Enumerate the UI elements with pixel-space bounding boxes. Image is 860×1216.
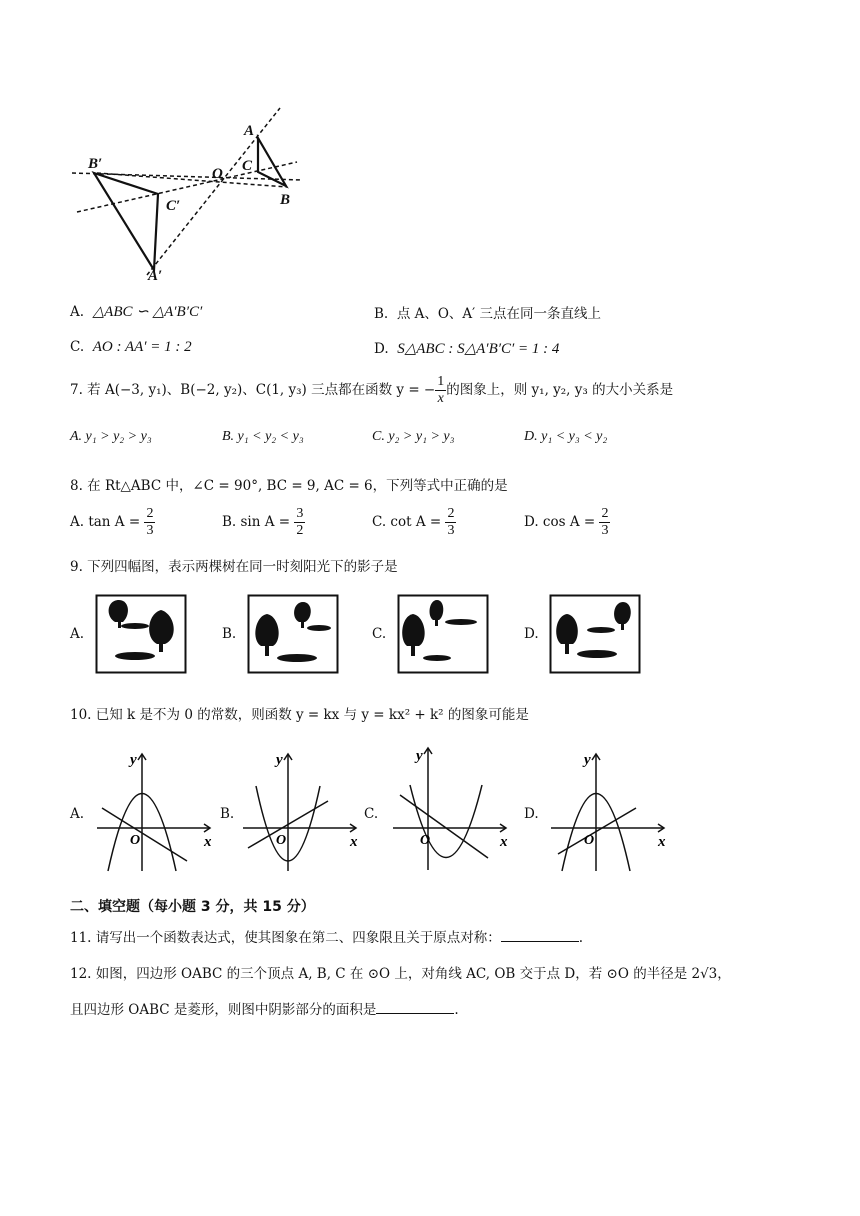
q12-blank[interactable] — [376, 1001, 454, 1014]
q10-letter-d: D. — [524, 806, 539, 822]
label-A-prime: A′ — [148, 268, 163, 284]
q10-graph-d — [546, 746, 671, 876]
q9-letter-d: D. — [524, 626, 539, 642]
q6-option-b: B. 点 A、O、A′ 三点在同一条直线上 — [374, 306, 602, 322]
q9-picture-c — [397, 594, 489, 674]
homothety-figure — [62, 100, 312, 285]
q12-line2: 且四边形 OABC 是菱形，则图中阴影部分的面积是 . — [70, 1002, 459, 1018]
q10c-axis-y: y — [416, 748, 423, 764]
label-B: B — [280, 192, 291, 208]
label-A: A — [244, 123, 255, 139]
q9-picture-b — [247, 594, 339, 674]
q10d-origin: O — [584, 833, 595, 848]
q9-letter-a: A. — [70, 626, 85, 642]
q10a-axis-y: y — [130, 752, 137, 768]
q10-graph-b — [238, 746, 363, 876]
q8-stem: 8. 在 Rt△ABC 中，∠C = 90°, BC = 9, AC = 6，下列等式中正确的是 — [70, 478, 508, 494]
q9-picture-a — [95, 594, 187, 674]
q11-stem: 11. 请写出一个函数表达式，使其图象在第二、四象限且关于原点对称： . — [70, 930, 584, 946]
q10-stem: 10. 已知 k 是不为 0 的常数，则函数 y = kx 与 y = kx² + k² 的图象可能是 — [70, 707, 529, 723]
q10-graph-a — [92, 746, 217, 876]
q9-stem: 9. 下列四幅图，表示两棵树在同一时刻阳光下的影子是 — [70, 559, 398, 575]
q10-graph-c — [388, 740, 513, 875]
q7-fraction: $\frac{1}{x}$ — [437, 374, 445, 406]
q7-option-b: B. y₁ < y₂ < y₃ — [222, 429, 304, 444]
q8-option-c: C. cot A = $\frac{2}{3}$ — [372, 506, 455, 538]
q9-picture-d — [549, 594, 641, 674]
label-C-prime: C′ — [166, 198, 181, 214]
q9-letter-b: B. — [222, 626, 237, 642]
q6-option-c: C. AO : AA′ = 1 : 2 — [70, 339, 192, 355]
q10c-axis-x: x — [500, 834, 508, 850]
q8-option-b: B. sin A = $\frac{3}{2}$ — [222, 506, 304, 538]
q9-letter-c: C. — [372, 626, 387, 642]
q8-option-a: A. tan A = $\frac{2}{3}$ — [70, 506, 154, 538]
q10-letter-b: B. — [220, 806, 235, 822]
q10-letter-c: C. — [364, 806, 379, 822]
q6-option-d: D. S△ABC : S△A′B′C′ = 1 : 4 — [374, 341, 560, 357]
q10d-axis-y: y — [584, 752, 591, 768]
q10d-axis-x: x — [658, 834, 666, 850]
label-B-prime: B′ — [88, 156, 103, 172]
section-title: 二、填空题（每小题 3 分，共 15 分） — [70, 899, 315, 915]
q7-option-a: A. y₁ > y₂ > y₃ — [70, 429, 152, 444]
q12-line1: 12. 如图，四边形 OABC 的三个顶点 A, B, C 在 ⊙O 上，对角线 AC, OB 交于点 D，若 ⊙O 的半径是 2√3， — [70, 966, 731, 982]
q7-option-c: C. y₂ > y₁ > y₃ — [372, 429, 455, 444]
q8-option-d: D. cos A = $\frac{2}{3}$ — [524, 506, 609, 538]
q10a-axis-x: x — [204, 834, 212, 850]
q10a-origin: O — [130, 833, 141, 848]
q11-blank[interactable] — [501, 929, 579, 942]
q7-stem: 7. 若 A(−3, y₁)、B(−2, y₂)、C(1, y₃) 三点都在函数 y = − $\frac{1}{x}$ 的图象上，则 y₁, y₂, y₃ 的大小关系是 — [70, 374, 674, 406]
q10-letter-a: A. — [70, 806, 85, 822]
q10b-origin: O — [276, 833, 287, 848]
q10b-axis-x: x — [350, 834, 358, 850]
label-C: C — [242, 158, 253, 174]
label-O: O — [212, 166, 223, 182]
q10c-origin: O — [420, 833, 431, 848]
q6-option-a: A. △ABC ∽ △A′B′C′ — [70, 304, 203, 320]
q7-option-d: D. y₁ < y₃ < y₂ — [524, 429, 608, 444]
q10b-axis-y: y — [276, 752, 283, 768]
